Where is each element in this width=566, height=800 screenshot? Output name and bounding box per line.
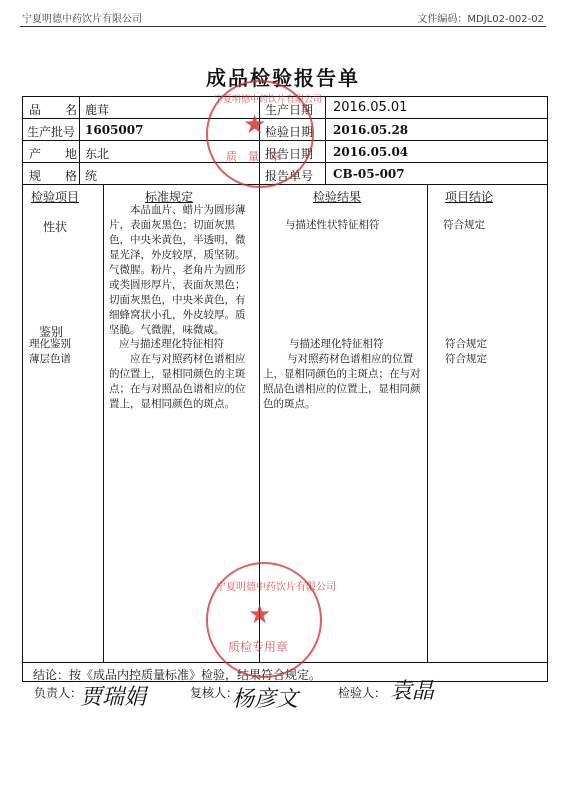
specification-label: 规 格 (29, 169, 78, 183)
identification-standard-tlc: 应在与对照药材色谱相应的位置上，显相同颜色的主斑点；在与对照品色谱相应的位置上，显相同颜色的斑点。 (109, 353, 246, 410)
batch-number-label: 生产批号 (27, 125, 76, 139)
identification-standard-physical: 应与描述理化特征相符 (119, 338, 224, 350)
identification-conclusion-physical: 符合规定 (445, 338, 487, 350)
production-date-value: 2016.05.01 (333, 100, 408, 115)
report-date-value: 2016.05.04 (333, 145, 409, 159)
col-divider (103, 184, 104, 662)
identification-item: 鉴别 (39, 325, 64, 339)
inspector-signature: 袁晶 (390, 679, 435, 704)
product-name-label: 品 名 (29, 103, 78, 117)
origin-value: 东北 (85, 147, 110, 161)
header-divider (20, 26, 546, 27)
reviewer-signature: 杨彦文 (232, 687, 299, 712)
report-number-value: CB-05-007 (333, 167, 405, 181)
seal-bottom-text: 宁夏明德中药饮片有限公司 (216, 582, 336, 593)
responsible-signature: 贾瑞娟 (80, 685, 147, 710)
inspector-label: 检验人： (338, 686, 387, 700)
column-header-item: 检验项目 (31, 190, 80, 204)
seal-bottom-sub: 质检专用章 (228, 640, 289, 654)
reviewer-label: 复核人： (190, 686, 239, 700)
inspection-date-label: 检验日期 (265, 125, 314, 139)
conclusion-text: 结论：按《成品内控质量标准》检验，结果符合规定。 (33, 668, 322, 682)
product-name-value: 鹿茸 (85, 103, 110, 117)
trait-item: 性状 (43, 220, 68, 234)
company-header: 宁夏明德中药饮片有限公司 (22, 14, 142, 25)
seal-star-icon: ★ (243, 110, 267, 140)
column-header-result: 检验结果 (313, 190, 362, 204)
origin-label: 产 地 (29, 147, 78, 161)
seal-top-sub: 质 量 章 (226, 150, 281, 163)
row-divider (23, 184, 547, 185)
trait-result: 与描述性状特征相符 (285, 219, 380, 231)
batch-number-value: 1605007 (85, 123, 144, 137)
inspection-date-value: 2016.05.28 (333, 123, 409, 137)
page-title: 成品检验报告单 (206, 66, 360, 90)
identification-sub-physical: 理化鉴别 (29, 338, 71, 350)
specification-value: 统 (85, 169, 98, 183)
seal-star-icon: ★ (248, 600, 272, 630)
document-number: 文件编码：MDJL02-002-02 (417, 14, 544, 25)
responsible-label: 负责人： (34, 686, 83, 700)
production-date-label: 生产日期 (265, 103, 314, 117)
seal-top-text: 宁夏明德中药饮片有限公司 (214, 95, 323, 105)
trait-standard: 本品血片、蜡片为圆形薄片，表面灰黑色；切面灰黑色，中央米黄色，半透明，微显光泽，外皮较厚，质坚韧。气微腥。粉片、老角片为圆形或类圆形厚片，表面灰黑色；切面灰黑色，中央米黄色，有细蜂窝状小孔，外皮较厚。质坚脆。气微腥，味微咸。 (109, 204, 246, 336)
column-header-conclusion: 项目结论 (445, 190, 494, 204)
col-divider (427, 184, 428, 662)
col-divider (325, 97, 326, 184)
column-header-standard: 标准规定 (145, 190, 194, 204)
identification-conclusion-tlc: 符合规定 (445, 353, 487, 365)
report-number-label: 报告单号 (265, 169, 314, 183)
col-divider (79, 97, 80, 184)
identification-result-physical: 与描述理化特征相符 (289, 338, 384, 350)
identification-sub-tlc: 薄层色谱 (29, 353, 71, 365)
report-date-label: 报告日期 (265, 147, 314, 161)
trait-conclusion: 符合规定 (443, 219, 485, 231)
identification-result-tlc: 与对照药材色谱相应的位置上，显相同颜色的主斑点；在与对照品色谱相应的位置上，显相同颜色的斑点。 (263, 353, 421, 410)
